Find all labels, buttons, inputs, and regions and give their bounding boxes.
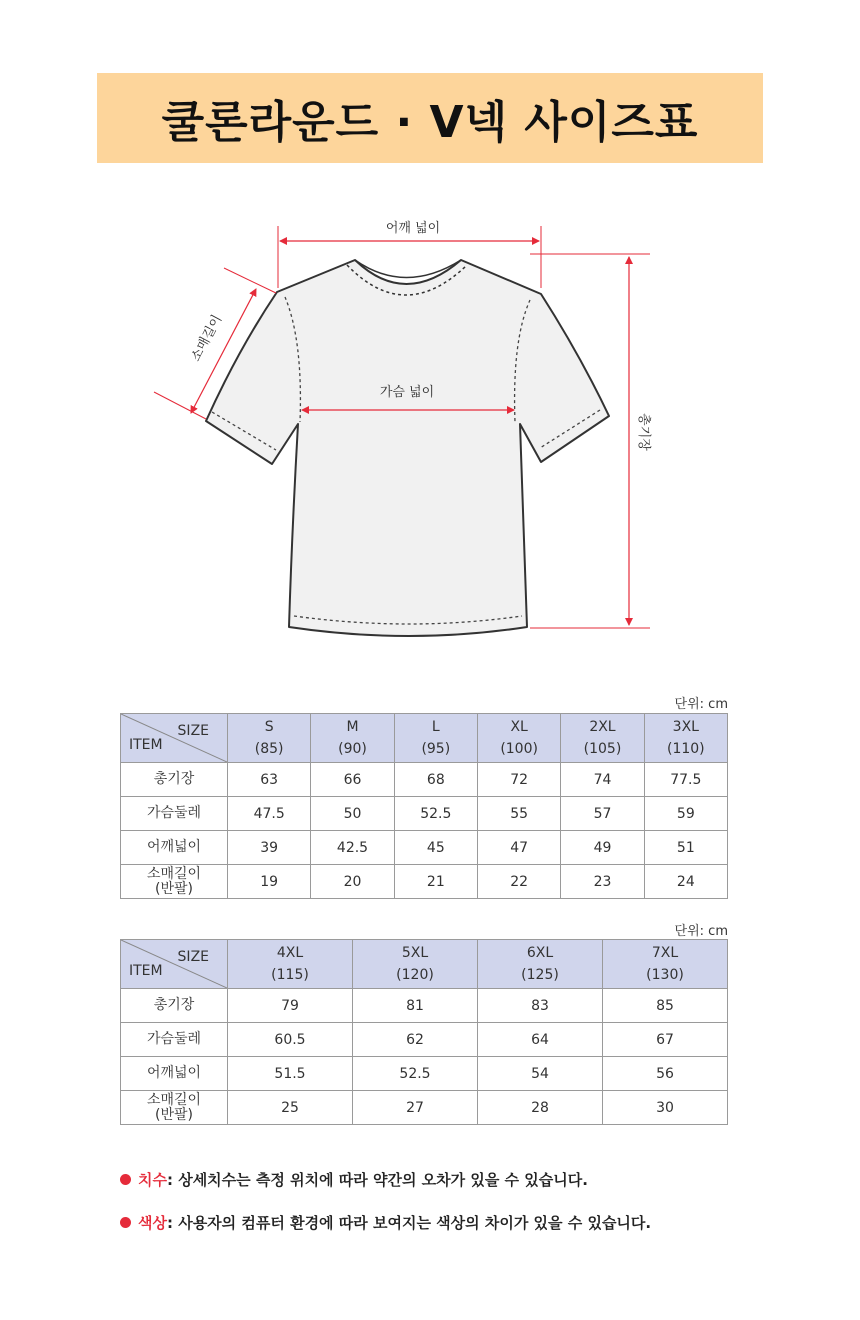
row-label: 총기장 bbox=[121, 989, 228, 1023]
table-corner bbox=[121, 940, 228, 989]
table-cell: 67 bbox=[603, 1023, 728, 1057]
table-corner bbox=[121, 714, 228, 763]
table-cell: 42.5 bbox=[311, 831, 394, 865]
table-cell: 57 bbox=[561, 797, 644, 831]
table-cell: 51 bbox=[644, 831, 727, 865]
table-cell: 45 bbox=[394, 831, 477, 865]
length-label: 총기장 bbox=[636, 413, 651, 451]
row-label: 총기장 bbox=[121, 763, 228, 797]
table-cell: 64 bbox=[478, 1023, 603, 1057]
row-label: 소매길이 (반팔) bbox=[121, 865, 228, 899]
table-cell: 83 bbox=[478, 989, 603, 1023]
tshirt-outline bbox=[206, 260, 609, 636]
table-row bbox=[121, 1023, 728, 1057]
note-text: : 사용자의 컴퓨터 환경에 따라 보여지는 색상의 차이가 있을 수 있습니다. bbox=[166, 1213, 652, 1232]
corner-item-label: ITEM bbox=[129, 963, 163, 979]
table-cell: 59 bbox=[644, 797, 727, 831]
tshirt-diagram bbox=[0, 200, 860, 660]
size-header: M (90) bbox=[311, 714, 394, 763]
sleeve-label: 소매길이 bbox=[188, 312, 226, 365]
table-cell: 79 bbox=[228, 989, 353, 1023]
table-cell: 21 bbox=[394, 865, 477, 899]
table-cell: 63 bbox=[228, 763, 311, 797]
note-size bbox=[120, 1168, 760, 1190]
table-cell: 49 bbox=[561, 831, 644, 865]
row-label: 어깨넓이 bbox=[121, 1057, 228, 1091]
unit-label: 단위: cm bbox=[674, 924, 728, 939]
notes bbox=[120, 1168, 760, 1254]
title-banner bbox=[97, 73, 763, 163]
size-table-1 bbox=[120, 713, 728, 899]
note-key: 색상 bbox=[138, 1213, 167, 1232]
table-cell: 47.5 bbox=[228, 797, 311, 831]
unit-label: 단위: cm bbox=[674, 697, 728, 712]
size-header: XL (100) bbox=[477, 714, 560, 763]
size-header: S (85) bbox=[228, 714, 311, 763]
table-cell: 51.5 bbox=[228, 1057, 353, 1091]
corner-size-label: SIZE bbox=[177, 949, 209, 965]
table-cell: 66 bbox=[311, 763, 394, 797]
table-row bbox=[121, 989, 728, 1023]
table-cell: 28 bbox=[478, 1091, 603, 1125]
corner-size-label: SIZE bbox=[177, 723, 209, 739]
table-row bbox=[121, 763, 728, 797]
table-cell: 20 bbox=[311, 865, 394, 899]
bullet-dot-icon bbox=[120, 1217, 131, 1228]
size-header: 4XL (115) bbox=[228, 940, 353, 989]
table-cell: 25 bbox=[228, 1091, 353, 1125]
shoulder-label: 어깨 넓이 bbox=[385, 221, 441, 236]
table-cell: 56 bbox=[603, 1057, 728, 1091]
table-cell: 30 bbox=[603, 1091, 728, 1125]
size-header: 5XL (120) bbox=[353, 940, 478, 989]
table-cell: 52.5 bbox=[394, 797, 477, 831]
table-cell: 50 bbox=[311, 797, 394, 831]
table-cell: 22 bbox=[477, 865, 560, 899]
table-cell: 60.5 bbox=[228, 1023, 353, 1057]
table-cell: 52.5 bbox=[353, 1057, 478, 1091]
note-text: : 상세치수는 측정 위치에 따라 약간의 오차가 있을 수 있습니다. bbox=[166, 1170, 588, 1189]
table-row bbox=[121, 1057, 728, 1091]
table-cell: 55 bbox=[477, 797, 560, 831]
table-row bbox=[121, 797, 728, 831]
size-table-2 bbox=[120, 939, 728, 1125]
table-cell: 68 bbox=[394, 763, 477, 797]
bullet-dot-icon bbox=[120, 1174, 131, 1185]
size-header: 2XL (105) bbox=[561, 714, 644, 763]
table-row bbox=[121, 865, 728, 899]
page-title: 쿨론라운드 · V넥 사이즈표 bbox=[161, 97, 699, 148]
table-cell: 74 bbox=[561, 763, 644, 797]
table-cell: 39 bbox=[228, 831, 311, 865]
table-cell: 72 bbox=[477, 763, 560, 797]
size-header: L (95) bbox=[394, 714, 477, 763]
table-cell: 62 bbox=[353, 1023, 478, 1057]
corner-item-label: ITEM bbox=[129, 737, 163, 753]
chest-label: 가슴 넓이 bbox=[379, 385, 435, 400]
table-row bbox=[121, 831, 728, 865]
table-cell: 27 bbox=[353, 1091, 478, 1125]
size-header: 3XL (110) bbox=[644, 714, 727, 763]
table-row bbox=[121, 1091, 728, 1125]
note-color bbox=[120, 1211, 760, 1233]
size-header: 7XL (130) bbox=[603, 940, 728, 989]
table-cell: 81 bbox=[353, 989, 478, 1023]
table-cell: 19 bbox=[228, 865, 311, 899]
row-label: 어깨넓이 bbox=[121, 831, 228, 865]
row-label: 가슴둘레 bbox=[121, 797, 228, 831]
table-cell: 77.5 bbox=[644, 763, 727, 797]
size-header: 6XL (125) bbox=[478, 940, 603, 989]
row-label: 가슴둘레 bbox=[121, 1023, 228, 1057]
table-cell: 85 bbox=[603, 989, 728, 1023]
table-cell: 47 bbox=[477, 831, 560, 865]
table-cell: 54 bbox=[478, 1057, 603, 1091]
row-label: 소매길이 (반팔) bbox=[121, 1091, 228, 1125]
table-cell: 23 bbox=[561, 865, 644, 899]
table-cell: 24 bbox=[644, 865, 727, 899]
note-key: 치수 bbox=[138, 1170, 167, 1189]
